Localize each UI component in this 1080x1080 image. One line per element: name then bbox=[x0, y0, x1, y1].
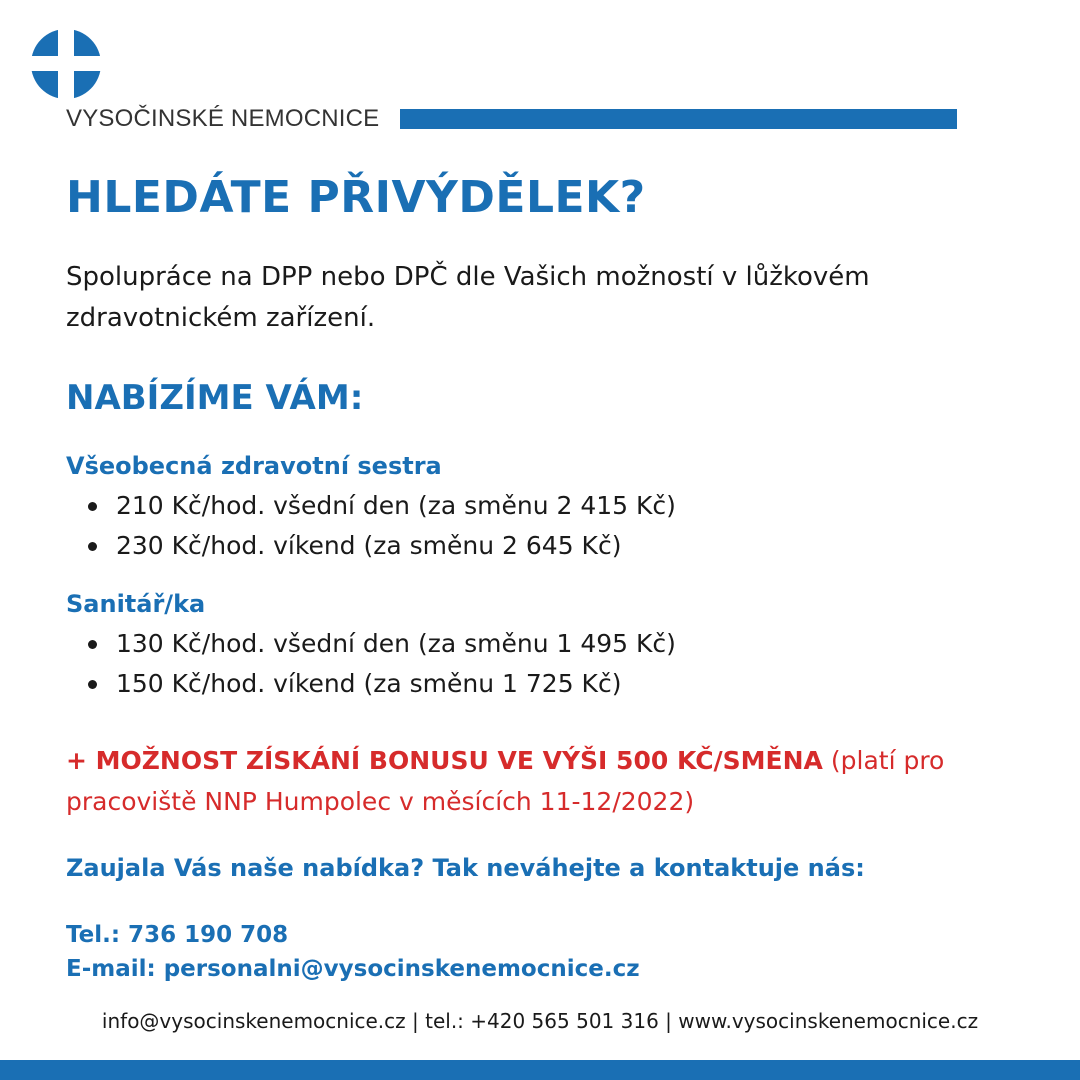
contact-block bbox=[66, 918, 640, 986]
header-accent-bar bbox=[400, 109, 957, 129]
rate-text: 230 Kč/hod. víkend (za směnu 2 645 Kč) bbox=[116, 531, 622, 560]
position-title: Všeobecná zdravotní sestra bbox=[66, 452, 442, 480]
position-title: Sanitář/ka bbox=[66, 590, 206, 618]
list-item bbox=[66, 526, 966, 566]
list-item bbox=[66, 624, 966, 664]
bullet-icon bbox=[88, 680, 97, 689]
bullet-icon bbox=[88, 640, 97, 649]
rate-text: 210 Kč/hod. všední den (za směnu 2 415 Kč) bbox=[116, 491, 676, 520]
call-to-action: Zaujala Vás naše nabídka? Tak neváhejte a kontaktuje nás: bbox=[66, 854, 865, 882]
page-headline: HLEDÁTE PŘIVÝDĚLEK? bbox=[66, 172, 646, 223]
bullet-icon bbox=[88, 542, 97, 551]
bullet-icon bbox=[88, 502, 97, 511]
rate-text: 150 Kč/hod. víkend (za směnu 1 725 Kč) bbox=[116, 669, 622, 698]
bonus-headline: + MOŽNOST ZÍSKÁNÍ BONUSU VE VÝŠI 500 KČ/SMĚNA bbox=[66, 746, 823, 775]
list-item bbox=[66, 664, 966, 704]
hospital-cross-logo-icon bbox=[30, 28, 102, 100]
position-nurse bbox=[66, 450, 966, 566]
rate-list bbox=[66, 486, 966, 566]
rate-list bbox=[66, 624, 966, 704]
offer-heading: NABÍZÍME VÁM: bbox=[66, 378, 364, 418]
bonus-notice bbox=[66, 740, 996, 822]
contact-email[interactable]: E-mail: personalni@vysocinskenemocnice.cz bbox=[66, 956, 640, 982]
position-orderly bbox=[66, 588, 966, 704]
contact-phone[interactable]: Tel.: 736 190 708 bbox=[66, 922, 289, 948]
bonus-note: (platí pro pracoviště NNP Humpolec v měsících 11-12/2022) bbox=[66, 746, 945, 816]
footer-accent-bar bbox=[0, 1060, 1080, 1080]
rate-text: 130 Kč/hod. všední den (za směnu 1 495 Kč) bbox=[116, 629, 676, 658]
intro-text: Spolupráce na DPP nebo DPČ dle Vašich možností v lůžkovém zdravotnickém zařízení. bbox=[66, 262, 870, 333]
footer-contacts: info@vysocinskenemocnice.cz | tel.: +420 565 501 316 | www.vysocinskenemocnice.cz bbox=[101, 1009, 979, 1033]
list-item bbox=[66, 486, 966, 526]
organization-name: VYSOČINSKÉ NEMOCNICE bbox=[66, 105, 380, 132]
